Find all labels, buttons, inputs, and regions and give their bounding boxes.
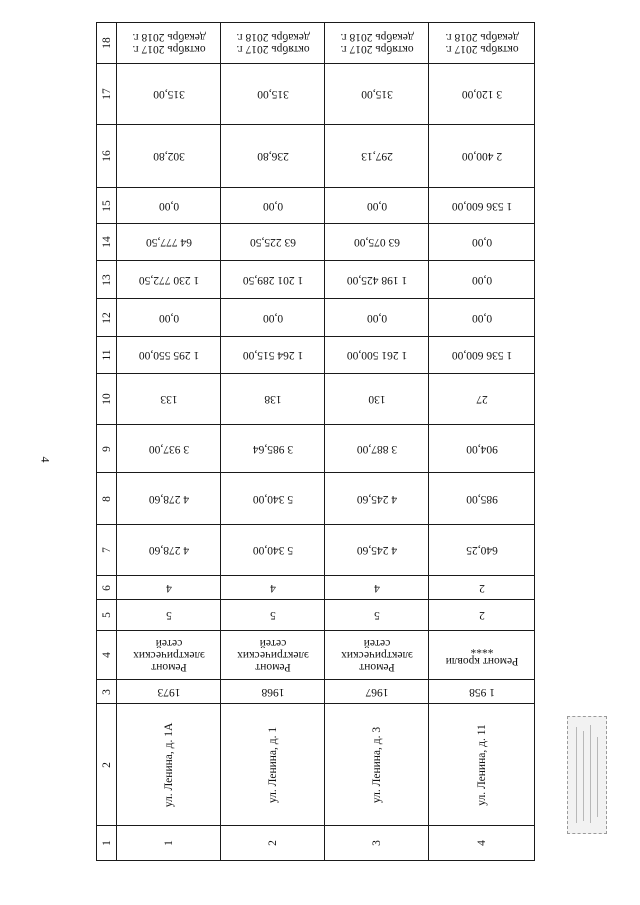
colnum-8: 8 (97, 473, 117, 525)
cell-r2-c11: 1 264 515,00 (221, 337, 325, 374)
cell-r2-c6: 4 (221, 576, 325, 600)
cell-r3-c11: 1 261 500,00 (325, 337, 429, 374)
cell-r3-c17: 315,00 (325, 64, 429, 125)
cell-r3-c10: 130 (325, 374, 429, 425)
cell-r1-address: ул. Ленина, д. 1А (117, 704, 221, 826)
colnum-7: 7 (97, 525, 117, 576)
cell-r4-c11: 1 536 600,00 (429, 337, 535, 374)
cell-r4-work: Ремонт кровли **** (429, 631, 535, 680)
cell-r4-year: 1 958 (429, 680, 535, 704)
cell-r4-c18: октябрь 2017 г. декабрь 2018 г. (429, 23, 535, 64)
cell-r3-no: 3 (325, 826, 429, 861)
colnum-12: 12 (97, 299, 117, 337)
repair-schedule-table (96, 22, 535, 861)
page-number: 4 (38, 456, 53, 463)
cell-r2-c15: 0,00 (221, 188, 325, 224)
cell-r2-c18: октябрь 2017 г. декабрь 2018 г. (221, 23, 325, 64)
cell-r1-c7: 4 278,60 (117, 525, 221, 576)
colnum-11: 11 (97, 337, 117, 374)
cell-r2-c13: 1 201 289,50 (221, 261, 325, 299)
colnum-17: 17 (97, 64, 117, 125)
cell-r1-c9: 3 937,00 (117, 425, 221, 473)
cell-r1-c14: 64 777,50 (117, 224, 221, 261)
cell-r2-address: ул. Ленина, д. 1 (221, 704, 325, 826)
cell-r1-c8: 4 278,60 (117, 473, 221, 525)
cell-r4-c12: 0,00 (429, 299, 535, 337)
cell-r1-c16: 302,80 (117, 125, 221, 188)
cell-r1-c10: 133 (117, 374, 221, 425)
colnum-15: 15 (97, 188, 117, 224)
colnum-16: 16 (97, 125, 117, 188)
colnum-10: 10 (97, 374, 117, 425)
cell-r4-c14: 0,00 (429, 224, 535, 261)
approval-stamp (567, 716, 607, 834)
cell-r2-c12: 0,00 (221, 299, 325, 337)
cell-r2-c14: 63 225,50 (221, 224, 325, 261)
cell-r3-c13: 1 198 425,00 (325, 261, 429, 299)
cell-r4-c8: 985,00 (429, 473, 535, 525)
cell-r2-c17: 315,00 (221, 64, 325, 125)
cell-r2-c16: 236,80 (221, 125, 325, 188)
colnum-6: 6 (97, 576, 117, 600)
cell-r2-c5: 5 (221, 600, 325, 631)
colnum-4: 4 (97, 631, 117, 680)
cell-r3-c9: 3 887,00 (325, 425, 429, 473)
rotated-table (96, 22, 534, 860)
cell-r3-c6: 4 (325, 576, 429, 600)
cell-r3-c5: 5 (325, 600, 429, 631)
cell-r2-c10: 138 (221, 374, 325, 425)
cell-r3-year: 1967 (325, 680, 429, 704)
cell-r3-c15: 0,00 (325, 188, 429, 224)
colnum-1: 1 (97, 826, 117, 861)
cell-r4-c9: 904,00 (429, 425, 535, 473)
colnum-9: 9 (97, 425, 117, 473)
cell-r3-c8: 4 245,60 (325, 473, 429, 525)
colnum-14: 14 (97, 224, 117, 261)
cell-r1-c15: 0,00 (117, 188, 221, 224)
cell-r1-c11: 1 295 550,00 (117, 337, 221, 374)
cell-r3-c12: 0,00 (325, 299, 429, 337)
colnum-2: 2 (97, 704, 117, 826)
cell-r4-address: ул. Ленина, д. 11 (429, 704, 535, 826)
cell-r2-work: Ремонт электрических сетей (221, 631, 325, 680)
cell-r1-work: Ремонт электрических сетей (117, 631, 221, 680)
cell-r3-c16: 297,13 (325, 125, 429, 188)
cell-r4-c10: 27 (429, 374, 535, 425)
cell-r4-c13: 0,00 (429, 261, 535, 299)
cell-r2-c7: 5 340,00 (221, 525, 325, 576)
cell-r2-year: 1968 (221, 680, 325, 704)
colnum-5: 5 (97, 600, 117, 631)
cell-r4-c5: 2 (429, 600, 535, 631)
cell-r3-c18: октябрь 2017 г. декабрь 2018 г. (325, 23, 429, 64)
cell-r2-c8: 5 340,00 (221, 473, 325, 525)
cell-r2-no: 2 (221, 826, 325, 861)
cell-r1-no: 1 (117, 826, 221, 861)
cell-r4-c16: 2 400,00 (429, 125, 535, 188)
cell-r3-c7: 4 245,60 (325, 525, 429, 576)
cell-r1-year: 1973 (117, 680, 221, 704)
colnum-13: 13 (97, 261, 117, 299)
cell-r3-c14: 63 075,00 (325, 224, 429, 261)
cell-r4-c7: 640,25 (429, 525, 535, 576)
cell-r1-c17: 315,00 (117, 64, 221, 125)
colnum-18: 18 (97, 23, 117, 64)
cell-r2-c9: 3 985,64 (221, 425, 325, 473)
cell-r1-c18: октябрь 2017 г. декабрь 2018 г. (117, 23, 221, 64)
cell-r1-c12: 0,00 (117, 299, 221, 337)
cell-r1-c5: 5 (117, 600, 221, 631)
cell-r1-c6: 4 (117, 576, 221, 600)
cell-r4-no: 4 (429, 826, 535, 861)
cell-r4-c6: 2 (429, 576, 535, 600)
cell-r3-work: Ремонт электрических сетей (325, 631, 429, 680)
colnum-3: 3 (97, 680, 117, 704)
cell-r3-address: ул. Ленина, д. 3 (325, 704, 429, 826)
cell-r1-c13: 1 230 772,50 (117, 261, 221, 299)
cell-r4-c17: 3 120,00 (429, 64, 535, 125)
cell-r4-c15: 1 536 600,00 (429, 188, 535, 224)
